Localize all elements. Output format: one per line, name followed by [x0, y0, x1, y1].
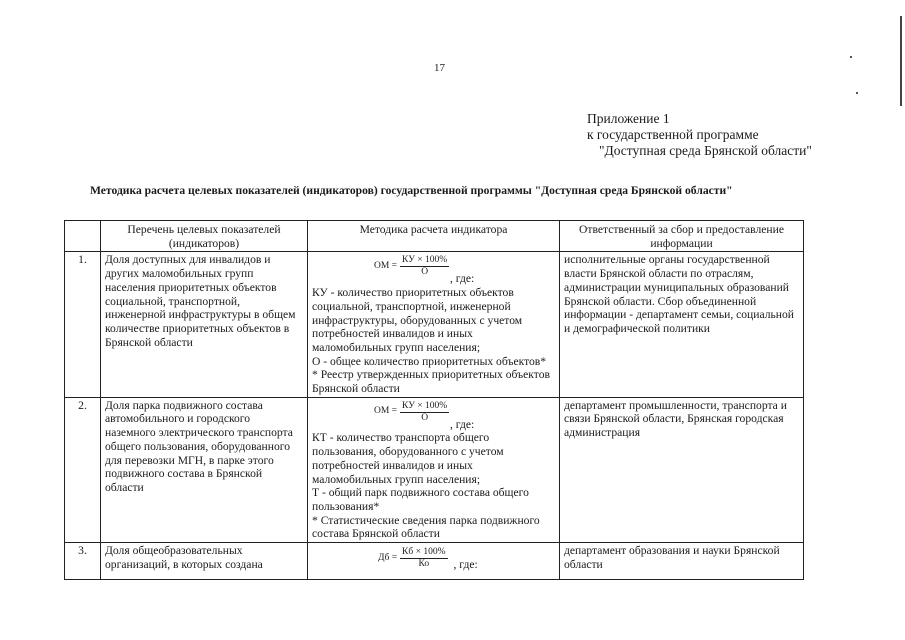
- row-number: 1.: [65, 252, 101, 397]
- formula-lhs: Дб =: [378, 553, 398, 564]
- page-number: 17: [434, 62, 445, 74]
- formula-lhs: ОМ =: [374, 406, 398, 417]
- scan-mark: [850, 56, 852, 58]
- formula-denominator: О: [421, 267, 429, 278]
- formula-tail: , где:: [453, 558, 478, 572]
- table-row: [65, 252, 804, 397]
- indicator-cell: Доля общеобразовательных организаций, в которых создана: [101, 543, 308, 580]
- method-cell: [308, 252, 560, 397]
- indicator-cell: Доля парка подвижного состава автомобильного и городского наземного электрического транспорта общего пользования, оборудованного для перевозки МГН, в парке этого подвижного состава в Брянской области: [101, 397, 308, 542]
- header-num: [65, 221, 101, 252]
- method-text: КТ - количество транспорта общего пользования, оборудованного с учетом потребностей инвалидов и иных маломобильных групп населения; Т - общий парк подвижного состава общего пользования* * Статистические сведения парка подвижного состава Брянской области: [312, 431, 540, 541]
- formula: [378, 546, 555, 572]
- formula-numerator: Кб × 100%: [402, 547, 446, 558]
- formula-fraction: [400, 255, 449, 278]
- formula-denominator: О: [421, 412, 429, 423]
- method-cell: [308, 397, 560, 542]
- formula-numerator: КУ × 100%: [402, 255, 448, 266]
- indicators-table: [64, 220, 804, 580]
- row-number: 2.: [65, 397, 101, 542]
- formula-lhs: ОМ =: [374, 261, 398, 272]
- appendix-header: [587, 111, 812, 159]
- document-title: Методика расчета целевых показателей (индикаторов) государственной программы "Доступная среда Брянской области": [90, 184, 733, 197]
- scan-mark: [856, 92, 858, 94]
- table-row: [65, 397, 804, 542]
- method-cell: [308, 543, 560, 580]
- formula-fraction: [400, 401, 449, 424]
- responsible-cell: исполнительные органы государственной власти Брянской области по отраслям, администрации муниципальных образований Брянской области. Сбор объединенной информации - департамент семьи, социальной и демографической политики: [560, 252, 804, 397]
- responsible-cell: департамент промышленности, транспорта и связи Брянской области, Брянская городская администрация: [560, 397, 804, 542]
- table-header-row: [65, 221, 804, 252]
- formula-fraction: [400, 547, 447, 570]
- appendix-line-3: "Доступная среда Брянской области": [599, 143, 812, 158]
- header-method: Методика расчета индикатора: [308, 221, 560, 252]
- indicator-cell: Доля доступных для инвалидов и других маломобильных групп населения приоритетных объектов социальной, транспортной, инженерной инфраструктуры в общем количестве приоритетных объектов в Брянской области: [101, 252, 308, 397]
- formula-tail: , где:: [450, 272, 475, 286]
- formula-denominator: Ко: [418, 559, 430, 570]
- table-row: [65, 543, 804, 580]
- responsible-cell: департамент образования и науки Брянской области: [560, 543, 804, 580]
- appendix-line-1: Приложение 1: [587, 111, 670, 126]
- row-number: 3.: [65, 543, 101, 580]
- header-indicator: Перечень целевых показателей (индикаторов): [101, 221, 308, 252]
- appendix-line-2: к государственной программе: [587, 127, 759, 142]
- scan-mark: [900, 16, 902, 106]
- method-text: КУ - количество приоритетных объектов социальной, транспортной, инженерной инфраструктуры, оборудованных с учетом потребностей инвалидов и иных маломобильных групп населения; О - общее количество приоритетных объектов* * Реестр утвержденных приоритетных объектов Брянской области: [312, 286, 550, 396]
- header-responsible: Ответственный за сбор и предоставление информации: [560, 221, 804, 252]
- formula-tail: , где:: [450, 417, 475, 431]
- formula-numerator: КУ × 100%: [402, 400, 448, 411]
